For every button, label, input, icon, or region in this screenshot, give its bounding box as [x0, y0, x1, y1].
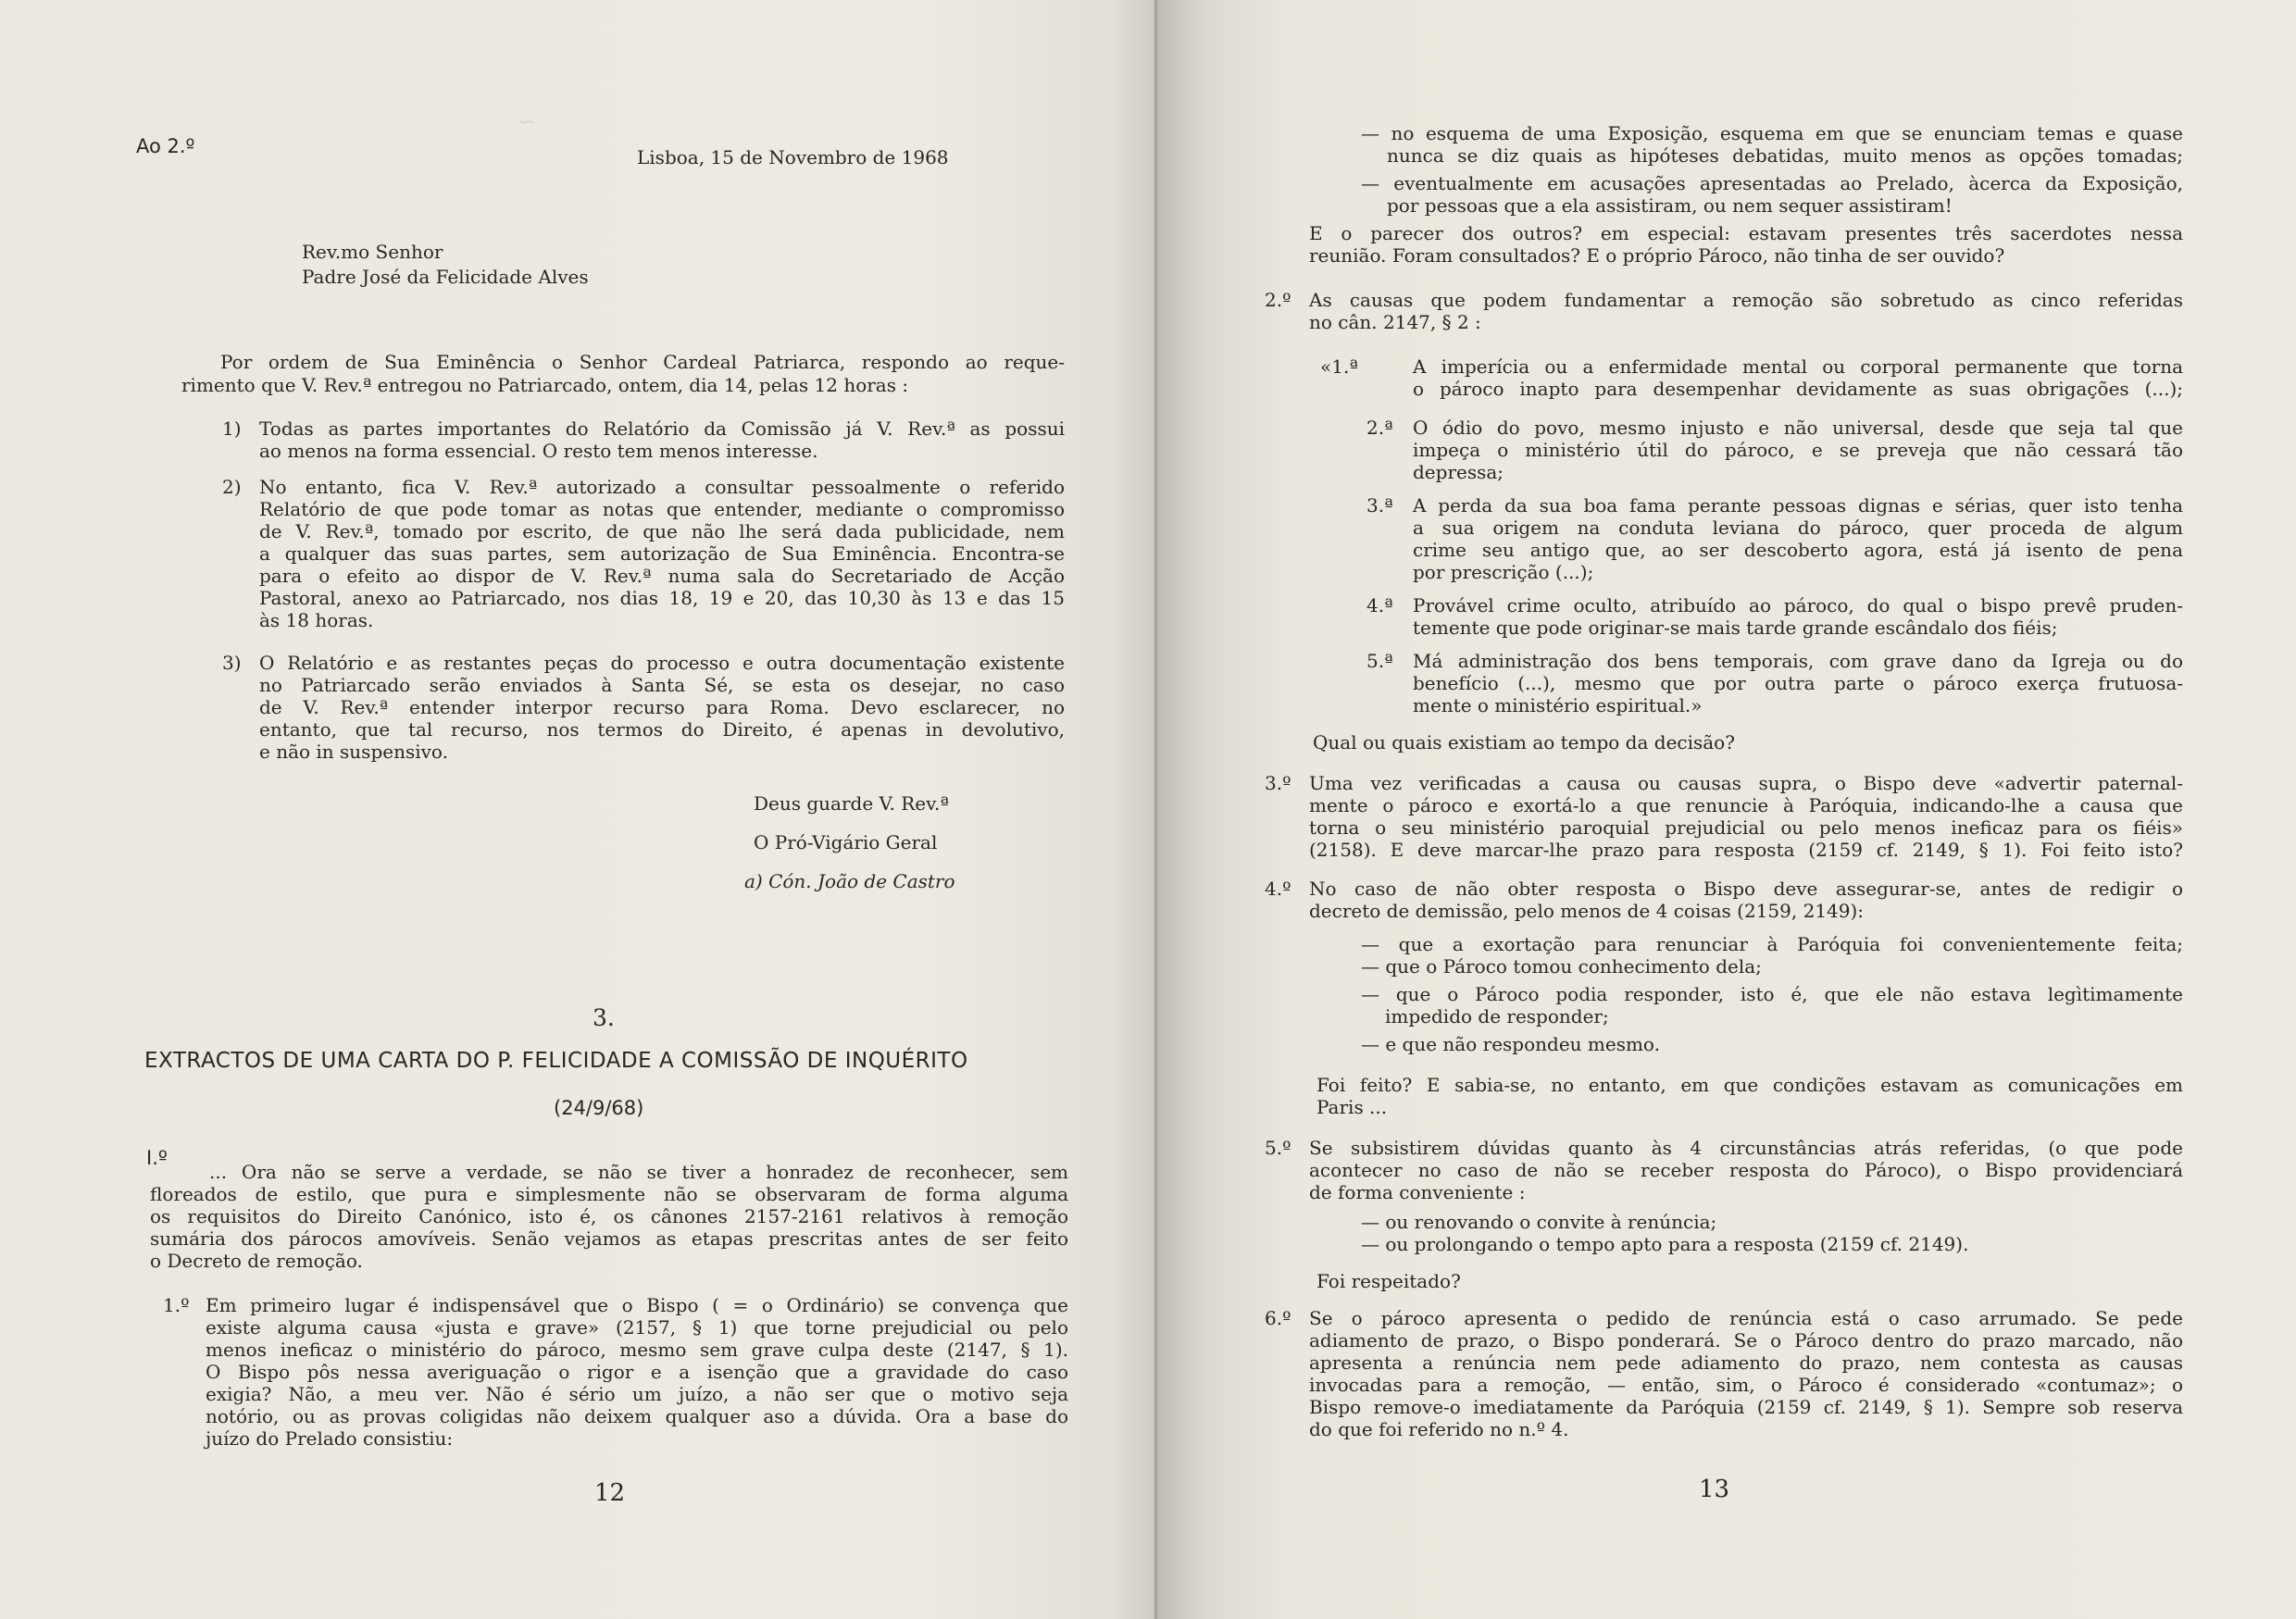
cause-line: depressa;	[1413, 461, 1504, 483]
dash-line: — ou renovando o convite à renúncia;	[1361, 1211, 1717, 1233]
point-line: O Bispo pôs nessa averiguação o rigor e a isenção que a gravidade do caso	[206, 1361, 1068, 1383]
point-line: decreto de demissão, pelo menos de 4 coisas (2159, 2149):	[1309, 900, 1865, 922]
dash-line: — no esquema de uma Exposição, esquema em que se enunciam temas e quase	[1361, 122, 2183, 144]
cause-line: temente que pode originar-se mais tarde grande escândalo dos fiéis;	[1413, 616, 2058, 639]
page-number: 12	[594, 1479, 626, 1507]
point-line: Em primeiro lugar é indispensável que o Bispo ( = o Ordinário) se convença que	[206, 1294, 1068, 1316]
item-line: ao menos na forma essencial. O resto tem menos interesse.	[259, 440, 818, 462]
addressee-tag: Ao 2.º	[136, 135, 195, 157]
point-number: 2.º	[1265, 289, 1292, 311]
point-line: existe alguma causa «justa e grave» (2157, § 1) que torne prejudicial ou pelo	[206, 1316, 1068, 1339]
body-line: sumária dos párocos amovíveis. Senão vejamos as etapas prescritas antes de ser feito	[150, 1227, 1068, 1250]
closing-line: Deus guarde V. Rev.ª	[754, 792, 949, 815]
cause-line: Provável crime oculto, atribuído ao pároco, do qual o bispo prevê pruden-	[1413, 594, 2183, 616]
point-line: Uma vez verificadas a causa ou causas supra, o Bispo deve «advertir paternal-	[1309, 772, 2183, 794]
dash-line: — que o Pároco tomou conhecimento dela;	[1361, 955, 1762, 978]
body-line: ... Ora não se serve a verdade, se não se tiver a honradez de reconhecer, sem	[209, 1161, 1068, 1183]
question-line: Paris ...	[1316, 1096, 1388, 1118]
item-number: 1)	[222, 417, 242, 440]
point-number: 1.º	[163, 1294, 190, 1316]
point-line: notório, ou as provas coligidas não deixem qualquer aso a dúvida. Ora a base do	[206, 1405, 1068, 1427]
section-number: 3.	[593, 1004, 615, 1031]
question-line: Foi feito? E sabia-se, no entanto, em que condições estavam as comunicações em	[1316, 1074, 2183, 1096]
question-line: reunião. Foram consultados? E o próprio Pároco, não tinha de ser ouvido?	[1309, 244, 2005, 267]
item-line: de V. Rev.ª, tomado por escrito, de que não lhe será dada publicidade, nem	[259, 520, 1065, 542]
cause-question: Qual ou quais existiam ao tempo da decisão?	[1313, 731, 1735, 753]
point-line: Se o pároco apresenta o pedido de renúncia está o caso arrumado. Se pede	[1309, 1307, 2183, 1329]
item-line: Todas as partes importantes do Relatório da Comissão já V. Rev.ª as possui	[259, 417, 1065, 440]
cause-line: O ódio do povo, mesmo injusto e não universal, desde que seja tal que	[1413, 417, 2183, 439]
salutation-line: Padre José da Felicidade Alves	[302, 266, 589, 288]
point-line: No caso de não obter resposta o Bispo deve assegurar-se, antes de redigir o	[1309, 878, 2183, 900]
dash-line: — que o Pároco podia responder, isto é, que ele não estava legìtimamente	[1361, 983, 2183, 1005]
section-date: (24/9/68)	[554, 1097, 644, 1119]
point-line: juízo do Prelado consistiu:	[206, 1427, 454, 1450]
item-line: no Patriarcado serão enviados à Santa Sé, se esta os desejar, no caso	[259, 674, 1065, 696]
point-line: de forma conveniente :	[1309, 1181, 1526, 1203]
body-line: os requisitos do Direito Canónico, isto é, os cânones 2157-2161 relativos à remoção	[150, 1205, 1068, 1227]
item-line: entanto, que tal recurso, nos termos do Direito, é apenas in devolutivo,	[259, 718, 1065, 741]
point-number: 5.º	[1265, 1137, 1292, 1159]
cause-line: impeça o ministério útil do pároco, e se preveja que não cessará tão	[1413, 439, 2183, 461]
closing-line: O Pró-Vigário Geral	[754, 831, 938, 853]
cause-line: por prescrição (...);	[1413, 561, 1594, 583]
dash-line: nunca se diz quais as hipóteses debatidas, muito menos as opções tomadas;	[1387, 144, 2183, 167]
cause-line: crime seu antigo que, ao ser descoberto agora, está já isento de pena	[1413, 539, 2183, 561]
item-number: 3)	[222, 652, 242, 674]
cause-line: A perda da sua boa fama perante pessoas dignas e sérias, quer isto tenha	[1413, 494, 2183, 517]
point-line: Se subsistirem dúvidas quanto às 4 circunstâncias atrás referidas, (o que pode	[1309, 1137, 2183, 1159]
item-line: Relatório de que pode tomar as notas que entender, mediante o compromisso	[259, 498, 1065, 520]
point-line: menos ineficaz o ministério do pároco, mesmo sem grave culpa deste (2147, § 1).	[206, 1339, 1068, 1361]
point-line: adiamento de prazo, o Bispo ponderará. Se o Pároco dentro do prazo marcado, não	[1309, 1329, 2183, 1351]
point-line: apresenta a renúncia nem pede adiamento do prazo, nem contesta as causas	[1309, 1351, 2183, 1374]
dash-line: — que a exortação para renunciar à Paróquia foi convenientemente feita;	[1361, 933, 2183, 955]
page-number: 13	[1699, 1476, 1730, 1503]
point-line: exigia? Não, a meu ver. Não é sério um juízo, a não ser que o motivo seja	[206, 1383, 1068, 1405]
dash-line: por pessoas que a ela assistiram, ou nem sequer assistiram!	[1387, 194, 1953, 217]
dash-line: — eventualmente em acusações apresentadas ao Prelado, àcerca da Exposição,	[1361, 172, 2183, 194]
cause-number: 5.ª	[1366, 650, 1393, 672]
cause-number: 4.ª	[1366, 594, 1393, 616]
item-line: a qualquer das suas partes, sem autorização de Sua Eminência. Encontra-se	[259, 542, 1065, 565]
point-line: Bispo remove-o imediatamente da Paróquia (2159 cf. 2149, § 1). Sempre sob reserva	[1309, 1396, 2183, 1418]
cause-line: mente o ministério espiritual.»	[1413, 694, 1703, 716]
body-line: o Decreto de remoção.	[150, 1250, 363, 1272]
point-line: torna o seu ministério paroquial prejudicial ou pelo menos ineficaz para os fiéis»	[1309, 816, 2183, 839]
cause-number: 3.ª	[1366, 494, 1393, 517]
item-line: às 18 horas.	[259, 609, 374, 631]
salutation-line: Rev.mo Senhor	[302, 241, 443, 263]
cause-line: a sua origem na conduta leviana do pároco, quer proceda de algum	[1413, 517, 2183, 539]
question-line: E o parecer dos outros? em especial: estavam presentes três sacerdotes nessa	[1309, 222, 2183, 244]
point-line: do que foi referido no n.º 4.	[1309, 1418, 1569, 1440]
point-line: As causas que podem fundamentar a remoção são sobretudo as cinco referidas	[1309, 289, 2183, 311]
item-line: Pastoral, anexo ao Patriarcado, nos dias 18, 19 e 20, das 10,30 às 13 e das 15	[259, 587, 1065, 609]
item-number: 2)	[222, 476, 242, 498]
cause-line: Má administração dos bens temporais, com grave dano da Igreja ou do	[1413, 650, 2183, 672]
dash-line: — e que não respondeu mesmo.	[1361, 1033, 1660, 1055]
point-number: 4.º	[1265, 878, 1292, 900]
intro-line: rimento que V. Rev.ª entregou no Patriarcado, ontem, dia 14, pelas 12 horas :	[181, 374, 909, 396]
item-line: e não in suspensivo.	[259, 741, 448, 763]
point-line: (2158). E deve marcar-lhe prazo para resposta (2159 cf. 2149, § 1). Foi feito isto?	[1309, 839, 2183, 861]
question-line: Foi respeitado?	[1316, 1270, 1461, 1292]
body-line: floreados de estilo, que pura e simplesmente não se observaram de forma alguma	[150, 1183, 1068, 1205]
intro-line: Por ordem de Sua Eminência o Senhor Cardeal Patriarca, respondo ao reque-	[220, 351, 1065, 373]
point-line: no cân. 2147, § 2 :	[1309, 311, 1481, 333]
item-line: para o efeito ao dispor de V. Rev.ª numa sala do Secretariado de Acção	[259, 565, 1065, 587]
cause-line: o pároco inapto para desempenhar devidamente as suas obrigações (...);	[1413, 378, 2183, 400]
roman-marker: I.º	[146, 1147, 168, 1169]
dash-line: impedido de responder;	[1385, 1005, 1609, 1027]
item-line: de V. Rev.ª entender interpor recurso para Roma. Devo esclarecer, no	[259, 696, 1065, 718]
signature-line: a) Cón. João de Castro	[744, 870, 955, 892]
cause-number: 2.ª	[1366, 417, 1393, 439]
cause-line: A imperícia ou a enfermidade mental ou corporal permanente que torna	[1413, 355, 2183, 378]
bleed-through-text: ~	[518, 111, 536, 134]
right-page	[1157, 0, 2296, 1619]
point-line: mente o pároco e exortá-lo a que renuncie à Paróquia, indicando-lhe a causa que	[1309, 794, 2183, 816]
cause-line: benefício (...), mesmo que por outra parte o pároco exerça frutuosa-	[1413, 672, 2183, 694]
point-number: 6.º	[1265, 1307, 1292, 1329]
point-number: 3.º	[1265, 772, 1292, 794]
date-line: Lisboa, 15 de Novembro de 1968	[637, 146, 949, 168]
section-title: EXTRACTOS DE UMA CARTA DO P. FELICIDADE A COMISSÃO DE INQUÉRITO	[144, 1049, 968, 1073]
item-line: O Relatório e as restantes peças do processo e outra documentação existente	[259, 652, 1065, 674]
cause-number: «1.ª	[1320, 355, 1358, 378]
item-line: No entanto, fica V. Rev.ª autorizado a consultar pessoalmente o referido	[259, 476, 1065, 498]
point-line: invocadas para a remoção, — então, sim, o Pároco é considerado «contumaz»; o	[1309, 1374, 2183, 1396]
dash-line: — ou prolongando o tempo apto para a resposta (2159 cf. 2149).	[1361, 1233, 1969, 1255]
point-line: acontecer no caso de não se receber resposta do Pároco), o Bispo providenciará	[1309, 1159, 2183, 1181]
